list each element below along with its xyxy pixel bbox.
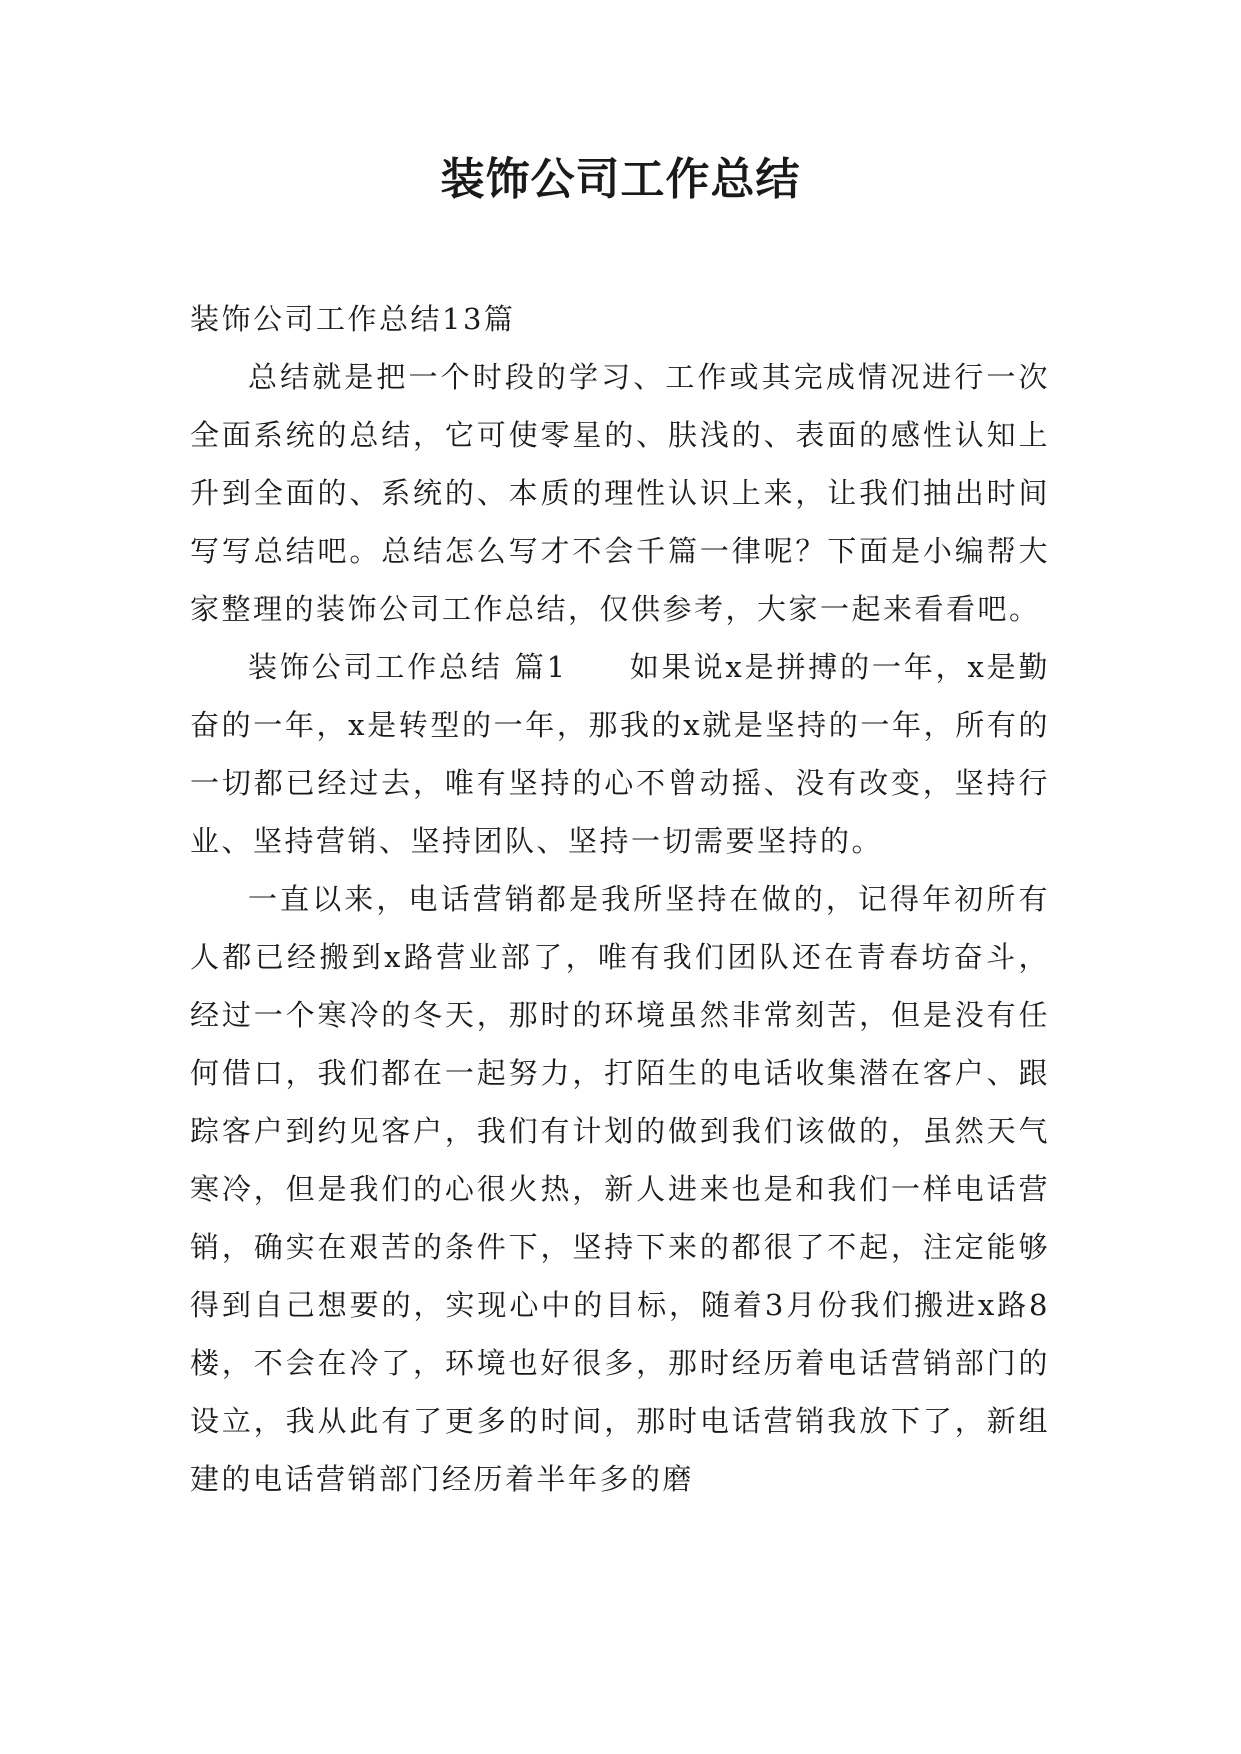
section-1-text: 如果说x是拼搏的一年，x是勤奋的一年，x是转型的一年，那我的x就是坚持的一年，所有的一切都已经过去，唯有坚持的心不曾动摇、没有改变，坚持行业、坚持营销、坚持团队、坚持一切需要坚持的。 xyxy=(190,650,1051,858)
document-subtitle: 装饰公司工作总结13篇 xyxy=(190,302,516,336)
section-1-paragraph xyxy=(190,638,1050,870)
document-body xyxy=(190,290,1050,1508)
section-1-heading: 装饰公司工作总结 篇1 xyxy=(248,650,568,684)
section-1-paragraph-2: 一直以来，电话营销都是我所坚持在做的，记得年初所有人都已经搬到x路营业部了，唯有我们团队还在青春坊奋斗，经过一个寒冷的冬天，那时的环境虽然非常刻苦，但是没有任何借口，我们都在一起努力，打陌生的电话收集潜在客户、跟踪客户到约见客户，我们有计划的做到我们该做的，虽然天气寒冷，但是我们的心很火热，新人进来也是和我们一样电话营销，确实在艰苦的条件下，坚持下来的都很了不起，注定能够得到自己想要的，实现心中的目标，随着3月份我们搬进x路8楼，不会在冷了，环境也好很多，那时经历着电话营销部门的设立，我从此有了更多的时间，那时电话营销我放下了，新组建的电话营销部门经历着半年多的磨 xyxy=(190,882,1050,1496)
document-title: 装饰公司工作总结 xyxy=(440,154,801,205)
intro-paragraph: 总结就是把一个时段的学习、工作或其完成情况进行一次全面系统的总结，它可使零星的、肤浅的、表面的感性认知上升到全面的、系统的、本质的理性认识上来，让我们抽出时间写写总结吧。总结怎么写才不会千篇一律呢？下面是小编帮大家整理的装饰公司工作总结，仅供参考，大家一起来看看吧。 xyxy=(190,360,1050,626)
